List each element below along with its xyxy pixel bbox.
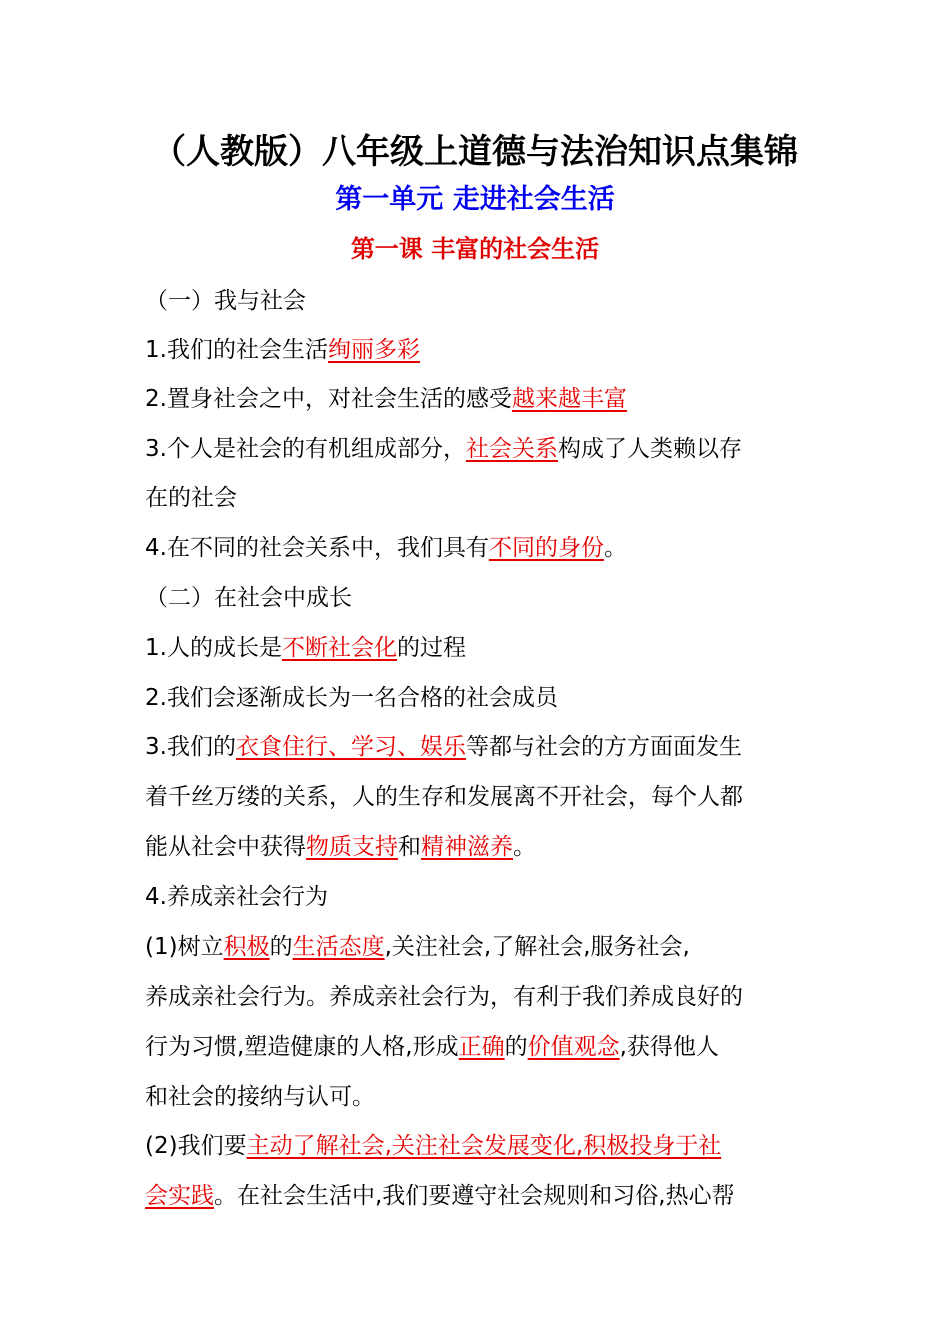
text-line bbox=[145, 779, 815, 815]
text-segment: 的过程 bbox=[396, 635, 466, 661]
text-line bbox=[145, 630, 815, 666]
text-line bbox=[145, 332, 815, 368]
highlighted-key-term: 会实践 bbox=[145, 1183, 214, 1209]
text-segment: 等都与社会的方方面面发生 bbox=[465, 734, 742, 760]
text-segment: 和 bbox=[398, 834, 421, 860]
text-segment: 。在社会生活中,我们要遵守社会规则和习俗,热心帮 bbox=[214, 1183, 735, 1209]
text-line bbox=[145, 729, 815, 765]
text-segment: 3.个人是社会的有机组成部分， bbox=[145, 436, 466, 462]
document-title: （人教版）八年级上道德与法治知识点集锦 bbox=[152, 132, 798, 172]
text-line bbox=[145, 879, 815, 915]
text-line bbox=[145, 1178, 815, 1214]
unit-title: 第一单元 走进社会生活 bbox=[335, 184, 615, 215]
highlighted-key-term: 社会关系 bbox=[465, 436, 558, 462]
text-segment: ,获得他人 bbox=[619, 1034, 719, 1060]
text-line bbox=[145, 530, 815, 566]
highlighted-key-term: 主动了解社会,关注社会发展变化,积极投身于社 bbox=[246, 1133, 722, 1159]
text-line bbox=[145, 979, 815, 1015]
highlighted-key-term: 精神滋养 bbox=[421, 834, 513, 860]
text-line bbox=[145, 580, 815, 616]
highlighted-key-term: 越来越丰富 bbox=[511, 386, 627, 412]
text-segment: 1.我们的社会生活 bbox=[145, 337, 328, 363]
text-segment: 行为习惯,塑造健康的人格,形成 bbox=[145, 1034, 459, 1060]
text-line bbox=[145, 1079, 815, 1115]
text-segment: 3.我们的 bbox=[145, 734, 236, 760]
highlighted-key-term: 衣食住行、学习、娱乐 bbox=[235, 734, 466, 760]
highlighted-key-term: 生活态度 bbox=[292, 934, 385, 960]
highlighted-key-term: 价值观念 bbox=[527, 1034, 620, 1060]
text-segment: 4.养成亲社会行为 bbox=[145, 884, 328, 910]
highlighted-key-term: 正确 bbox=[458, 1034, 505, 1060]
text-segment: (2)我们要 bbox=[145, 1133, 247, 1159]
text-segment: 2.我们会逐渐成长为一名合格的社会成员 bbox=[145, 685, 558, 711]
text-line bbox=[145, 1128, 815, 1164]
text-segment: （二）在社会中成长 bbox=[145, 585, 352, 611]
highlighted-key-term: 不断社会化 bbox=[281, 635, 397, 661]
text-line bbox=[145, 431, 815, 467]
text-segment: 构成了人类赖以存 bbox=[557, 436, 742, 462]
text-line bbox=[145, 480, 815, 516]
highlighted-key-term: 绚丽多彩 bbox=[327, 337, 420, 363]
highlighted-key-term: 不同的身份 bbox=[488, 535, 604, 561]
text-segment: （一）我与社会 bbox=[145, 288, 306, 314]
text-segment: 。 bbox=[603, 535, 627, 561]
text-segment: 养成亲社会行为。养成亲社会行为，有利于我们养成良好的 bbox=[145, 984, 743, 1010]
text-segment: 着千丝万缕的关系，人的生存和发展离不开社会，每个人都 bbox=[145, 784, 743, 810]
highlighted-key-term: 物质支持 bbox=[306, 834, 398, 860]
text-line bbox=[145, 381, 815, 417]
text-segment: 。 bbox=[513, 834, 536, 860]
text-segment: ,关注社会,了解社会,服务社会, bbox=[384, 934, 690, 960]
text-segment: 的 bbox=[504, 1034, 528, 1060]
text-segment: 能从社会中获得 bbox=[145, 834, 306, 860]
text-segment: 2.置身社会之中，对社会生活的感受 bbox=[145, 386, 512, 412]
text-line bbox=[145, 829, 815, 865]
text-segment: (1)树立 bbox=[145, 934, 224, 960]
text-segment: 4.在不同的社会关系中，我们具有 bbox=[145, 535, 489, 561]
highlighted-key-term: 积极 bbox=[223, 934, 270, 960]
text-line bbox=[145, 283, 815, 319]
text-line bbox=[145, 680, 815, 716]
text-segment: 的 bbox=[269, 934, 293, 960]
lesson-title: 第一课 丰富的社会生活 bbox=[350, 235, 600, 263]
text-segment: 1.人的成长是 bbox=[145, 635, 282, 661]
text-line bbox=[145, 1029, 815, 1065]
text-segment: 在的社会 bbox=[145, 485, 237, 511]
text-segment: 和社会的接纳与认可。 bbox=[145, 1084, 375, 1110]
text-line bbox=[145, 929, 815, 965]
